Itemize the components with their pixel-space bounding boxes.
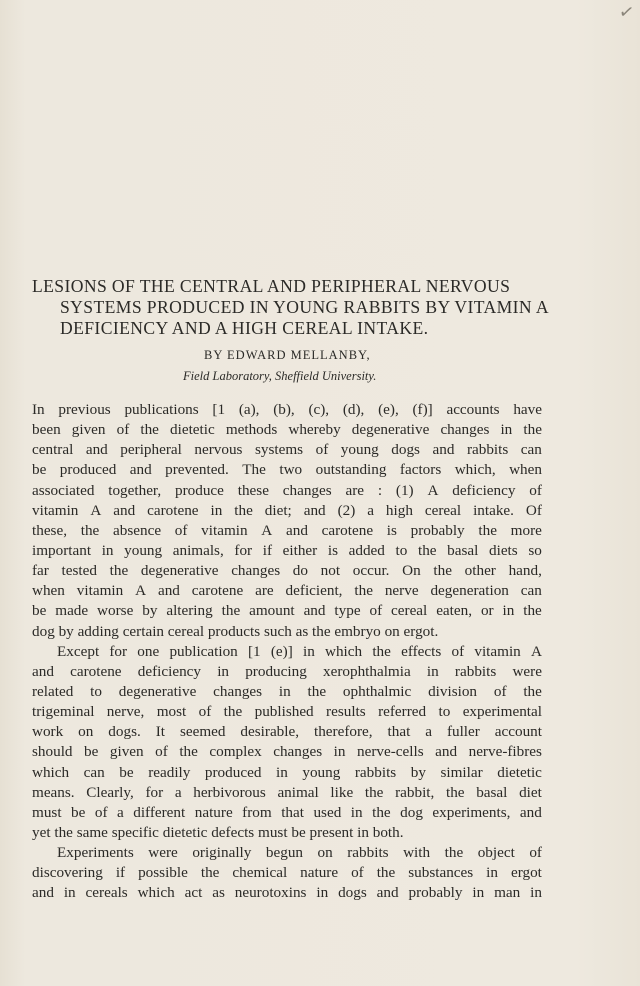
text-line: which can be readily produced in young rabbits by similar dietetic xyxy=(32,763,542,781)
text-line: work on dogs. It seemed desirable, therefore, that a fuller account xyxy=(32,723,542,741)
text-line: discovering if possible the chemical nature of the substances in ergot xyxy=(32,864,542,882)
text-line: be produced and prevented. The two outstanding factors which, when xyxy=(32,461,542,479)
text-line: Experiments were originally begun on rabbits with the object of xyxy=(57,844,542,862)
text-line: vitamin A and carotene in the diet; and (2) a high cereal intake. Of xyxy=(32,501,542,519)
text-line: trigeminal nerve, most of the published results referred to experimental xyxy=(32,703,542,721)
title-line-3: DEFICIENCY AND A HIGH CEREAL INTAKE. xyxy=(60,318,429,338)
text-line: should be given of the complex changes in nerve-cells and nerve-fibres xyxy=(32,743,542,761)
text-line: and carotene deficiency in producing xerophthalmia in rabbits were xyxy=(32,662,542,680)
title-line-1: LESIONS OF THE CENTRAL AND PERIPHERAL NERVOUS xyxy=(32,276,511,296)
corner-pencil-mark: ✓ xyxy=(617,0,636,24)
body-text xyxy=(32,400,542,904)
text-line: far tested the degenerative changes do not occur. On the other hand, xyxy=(32,562,542,580)
text-line: these, the absence of vitamin A and carotene is probably the more xyxy=(32,521,542,539)
text-line: important in young animals, for if either is added to the basal diets so xyxy=(32,541,542,559)
text-line: dog by adding certain cereal products such as the embryo on ergot. xyxy=(32,622,439,640)
text-line: yet the same specific dietetic defects must be present in both. xyxy=(32,823,404,841)
text-line: In previous publications [1 (a), (b), (c), (d), (e), (f)] accounts have xyxy=(32,401,542,418)
text-line: related to degenerative changes in the ophthalmic division of the xyxy=(32,682,542,700)
title-line-2: SYSTEMS PRODUCED IN YOUNG RABBITS BY VITAMIN A xyxy=(60,297,549,317)
text-line: be made worse by altering the amount and type of cereal eaten, or in the xyxy=(32,602,542,620)
text-line: Except for one publication [1 (e)] in which the effects of vitamin A xyxy=(57,642,542,660)
author-byline: BY EDWARD MELLANBY, xyxy=(204,348,371,362)
text-line: means. Clearly, for a herbivorous animal like the rabbit, the basal diet xyxy=(32,783,542,801)
author-affiliation: Field Laboratory, Sheffield University. xyxy=(183,369,377,383)
article-title xyxy=(32,276,552,339)
text-line: associated together, produce these changes are : (1) A deficiency of xyxy=(32,481,542,499)
text-line: been given of the dietetic methods whereby degenerative changes in the xyxy=(32,421,542,439)
text-line: central and peripheral nervous systems of young dogs and rabbits can xyxy=(32,441,542,459)
text-line: and in cereals which act as neurotoxins in dogs and probably in man in xyxy=(32,884,542,902)
text-line: must be of a different nature from that used in the dog experiments, and xyxy=(32,803,542,821)
text-line: when vitamin A and carotene are deficient, the nerve degeneration can xyxy=(32,582,542,600)
